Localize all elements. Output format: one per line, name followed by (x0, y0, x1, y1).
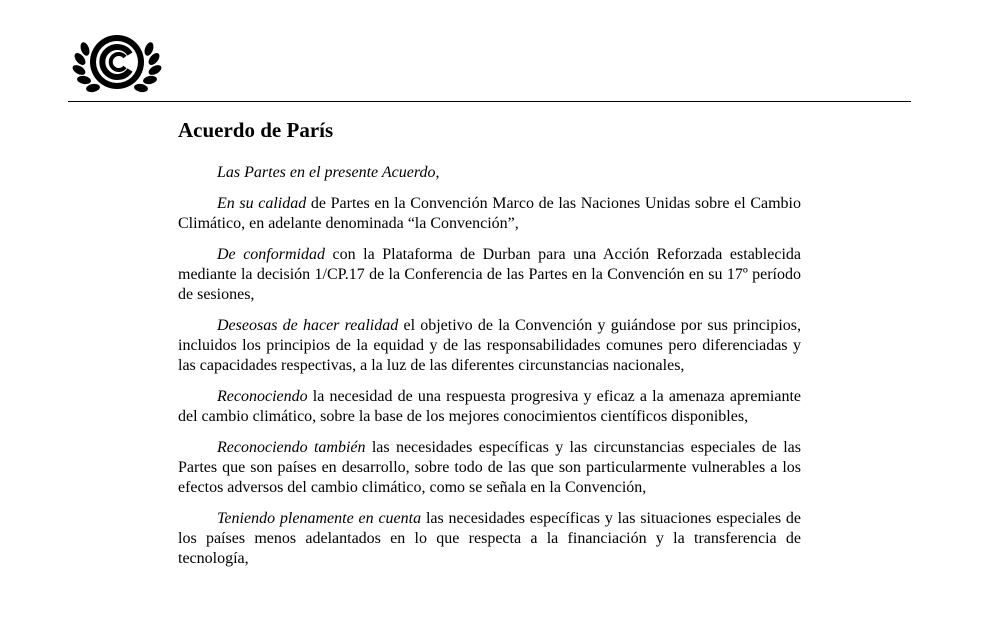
paragraph-lead: De conformidad (217, 246, 325, 263)
paragraph-lead: Las Partes en el presente Acuerdo (217, 164, 436, 181)
paragraph-lead: Deseosas de hacer realidad (217, 317, 399, 334)
preamble-paragraph (178, 316, 801, 376)
unfccc-logo-icon (68, 24, 166, 100)
paragraph-lead: Teniendo plenamente en cuenta (217, 510, 422, 527)
preamble-paragraph (178, 194, 801, 234)
preamble-paragraph (178, 245, 801, 305)
preamble-paragraph (178, 509, 801, 569)
paragraph-lead: En su calidad (217, 195, 307, 212)
document-title: Acuerdo de París (178, 118, 334, 142)
preamble-paragraph (178, 387, 801, 427)
preamble-paragraph (178, 163, 801, 183)
paragraph-text: la necesidad de una respuesta progresiva y eficaz a la amenaza apremiante del cambio climático, sobre la base de los mejores conocimientos científicos disponibles, (178, 388, 801, 425)
paragraph-lead: Reconociendo también (217, 439, 366, 456)
paragraph-text: de Partes en la Convención Marco de las Naciones Unidas sobre el Cambio Climático, en adelante denominada “la Convención”, (178, 195, 802, 232)
header-divider (68, 101, 911, 102)
paragraph-text: las necesidades específicas y las situaciones especiales de los países menos adelantados en lo que respecta a la financiación y la transferencia de tecnología, (178, 510, 802, 567)
preamble-paragraph (178, 438, 801, 498)
paragraph-text: , (435, 164, 440, 181)
paragraph-text: las necesidades específicas y las circunstancias especiales de las Partes que son países en desarrollo, sobre todo de las que son particularmente vulnerables a los efectos adversos del cambio climático, como se señala en la Convención, (178, 439, 802, 496)
document-body (178, 163, 801, 580)
paragraph-text: el objetivo de la Convención y guiándose por sus principios, incluidos los principios de la equidad y de las responsabilidades comunes pero diferenciadas y las capacidades respectivas, a la luz de las diferentes circunstancias nacionales, (178, 317, 802, 374)
paragraph-text: con la Plataforma de Durban para una Acción Reforzada establecida mediante la decisión 1/CP.17 de la Conferencia de las Partes en la Convención en su 17º período de sesiones, (178, 246, 801, 303)
paragraph-lead: Reconociendo (217, 388, 308, 405)
